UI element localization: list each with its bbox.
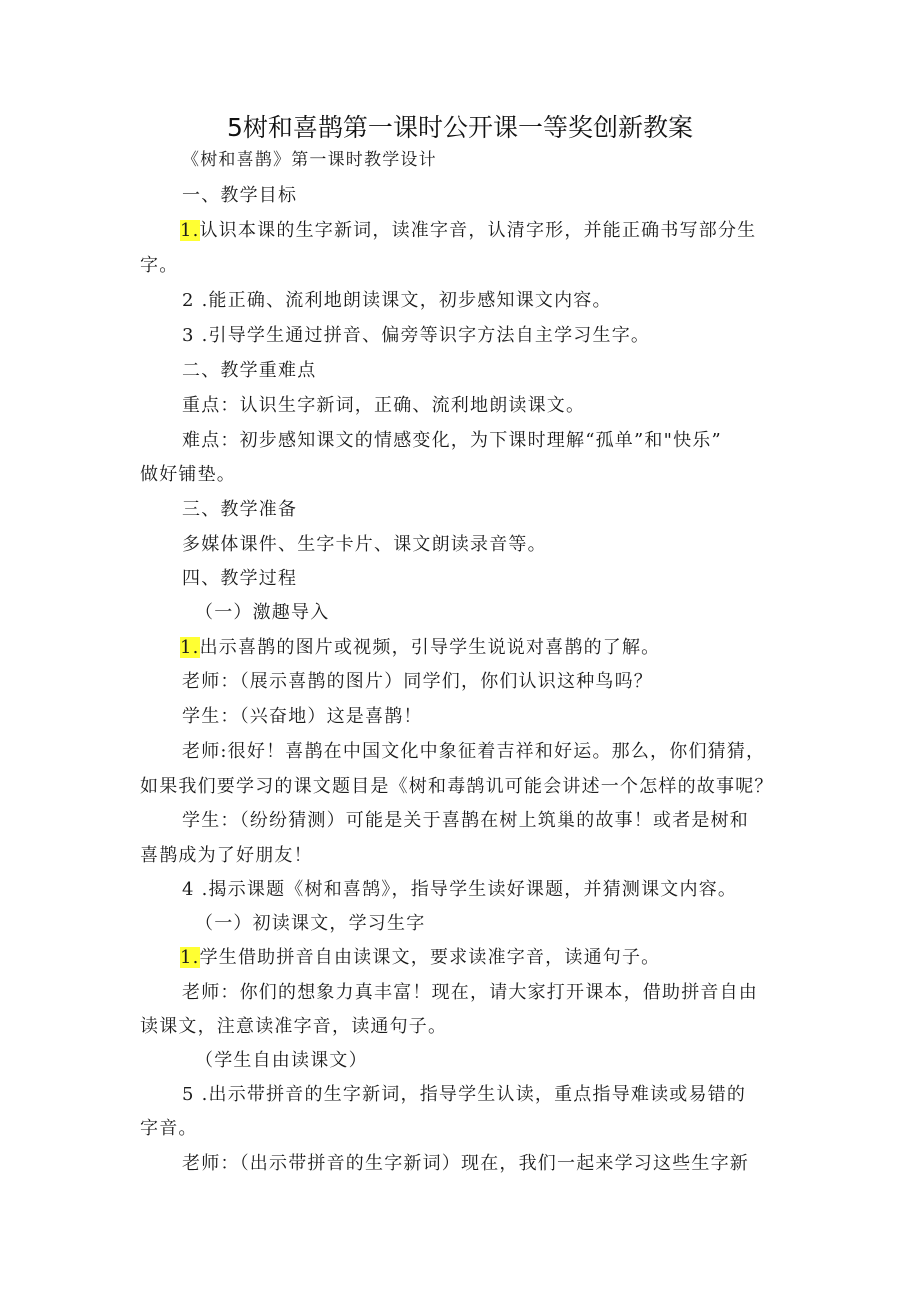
section-heading-preparation: 三、教学准备 [182,499,298,520]
part-2-item-1 [180,946,660,970]
stage-direction: （学生自由读课文） [195,1050,368,1071]
dialogue-student-2-cont: 喜鹊成为了好朋友！ [140,845,313,866]
dialogue-student-2: 学生：（纷纷猜测）可能是关于喜鹊在树上筑巢的故事！或者是树和 [182,810,749,831]
part-2-item-5: 5 .出示带拼音的生字新词，指导学生认读，重点指导难读或易错的 [182,1084,747,1105]
objective-2: 2 .能正确、流利地朗读课文，初步感知课文内容。 [182,290,612,311]
section-heading-objectives: 一、教学目标 [182,185,298,206]
difficult-point: 难点：初步感知课文的情感变化，为下课时理解“孤单”和"快乐” [182,430,722,451]
part-2-heading: （一）初读课文，学习生字 [195,913,426,934]
part-2-item-5-cont: 字音。 [140,1118,198,1139]
part-1-item-4: 4 .揭示课题《树和喜鹄》，指导学生读好课题，并猜测课文内容。 [182,879,738,900]
difficult-point-cont: 做好铺垫。 [140,464,236,485]
objective-3: 3 .引导学生通过拼音、偏旁等识字方法自主学习生字。 [182,325,651,346]
dialogue-teacher-3-cont: 读课文，注意读准字音，读通句子。 [140,1016,448,1037]
subtitle: 《树和喜鹊》第一课时教学设计 [182,150,437,170]
dialogue-teacher-2: 老师:很好！喜鹊在中国文化中象征着吉祥和好运。那么，你们猜猜， [182,741,766,762]
part-1-item-1 [180,636,660,660]
objective-1-cont: 字。 [140,255,179,276]
section-heading-keypoints: 二、教学重难点 [182,360,317,381]
objective-1-text: 认识本课的生字新词，读准字音，认清字形，并能正确书写部分生 [199,220,757,241]
highlight-number: 1. [180,947,200,968]
dialogue-student-1: 学生：（兴奋地）这是喜鹊！ [182,706,423,727]
part-1-item-1-text: 出示喜鹊的图片或视频，引导学生说说对喜鹊的了解。 [199,637,661,658]
document-title: 5树和喜鹊第一课时公开课一等奖创新教案 [227,113,693,142]
dialogue-teacher-2-cont: 如果我们要学习的课文题目是《树和毒鹄讥可能会讲述一个怎样的故事呢？ [140,776,774,797]
highlight-number: 1. [180,220,200,241]
section-heading-process: 四、教学过程 [182,568,298,589]
dialogue-teacher-4: 老师：（出示带拼音的生字新词）现在，我们一起来学习这些生字新 [182,1153,749,1174]
key-point: 重点：认识生字新词，正确、流利地朗读课文。 [182,395,586,416]
dialogue-teacher-1: 老师：（展示喜鹊的图片）同学们，你们认识这种鸟吗？ [182,671,653,692]
preparation-text: 多媒体课件、生字卡片、课文朗读录音等。 [182,534,547,555]
dialogue-teacher-3: 老师：你们的想象力真丰富！现在，请大家打开课本，借助拼音自由 [182,982,758,1003]
part-2-item-1-text: 学生借助拼音自由读课文，要求读准字音，读通句子。 [199,947,661,968]
objective-1 [180,219,756,243]
highlight-number: 1. [180,637,200,658]
part-1-heading: （一）激趣导入 [195,602,330,623]
